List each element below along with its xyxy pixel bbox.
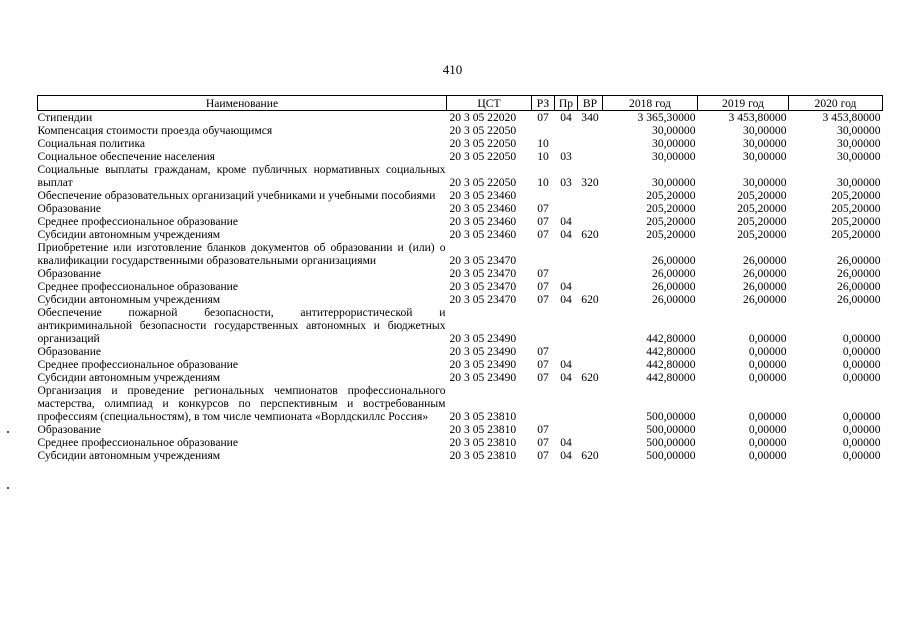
cell-y2020: 30,00000 bbox=[837, 176, 881, 189]
cell-pr: 04 bbox=[560, 280, 572, 293]
table-row bbox=[38, 423, 883, 436]
cell-y2019: 30,00000 bbox=[743, 137, 787, 150]
cell-cst: 20 3 05 23470 bbox=[449, 267, 517, 280]
cell-name: Приобретение или изготовление бланков документов об образовании и (или) о квалификации государственными образовательными организациями bbox=[37, 241, 446, 267]
cell-y2019: 0,00000 bbox=[748, 345, 787, 358]
table-row bbox=[38, 163, 883, 189]
cell-y2019: 26,00000 bbox=[743, 254, 787, 267]
cell-cst: 20 3 05 23490 bbox=[449, 358, 517, 371]
cell-rz: 07 bbox=[537, 215, 549, 228]
cell-y2020: 26,00000 bbox=[837, 254, 881, 267]
cell-pr: 04 bbox=[560, 228, 572, 241]
cell-y2020: 26,00000 bbox=[837, 293, 881, 306]
cell-name: Стипендии bbox=[37, 111, 93, 124]
cell-name: Среднее профессиональное образование bbox=[37, 280, 239, 293]
cell-cst: 20 3 05 23460 bbox=[449, 228, 517, 241]
cell-rz: 10 bbox=[537, 176, 549, 189]
cell-y2019: 0,00000 bbox=[748, 358, 787, 371]
table-row bbox=[38, 449, 883, 462]
cell-pr bbox=[555, 241, 578, 267]
cell-rz: 10 bbox=[537, 137, 549, 150]
cell-y2019: 30,00000 bbox=[743, 124, 787, 137]
cell-name: Образование bbox=[37, 267, 102, 280]
cell-rz: 07 bbox=[537, 228, 549, 241]
cell-y2018: 26,00000 bbox=[652, 280, 696, 293]
cell-vr: 620 bbox=[581, 228, 599, 241]
cell-rz: 07 bbox=[537, 267, 549, 280]
cell-rz: 07 bbox=[537, 449, 549, 462]
table-row bbox=[38, 358, 883, 371]
table-row bbox=[38, 293, 883, 306]
cell-name: Образование bbox=[37, 423, 102, 436]
cell-vr bbox=[578, 345, 603, 358]
table-row bbox=[38, 306, 883, 345]
cell-pr bbox=[555, 384, 578, 423]
cell-y2019: 0,00000 bbox=[748, 436, 787, 449]
cell-name: Социальные выплаты гражданам, кроме публичных нормативных социальных выплат bbox=[37, 163, 446, 189]
cell-pr: 03 bbox=[560, 150, 572, 163]
cell-rz: 07 bbox=[537, 423, 549, 436]
table-row bbox=[38, 371, 883, 384]
cell-name: Образование bbox=[37, 345, 102, 358]
cell-vr bbox=[578, 137, 603, 150]
cell-y2020: 0,00000 bbox=[842, 449, 881, 462]
cell-cst: 20 3 05 23490 bbox=[449, 371, 517, 384]
cell-name: Субсидии автономным учреждениям bbox=[37, 449, 221, 462]
cell-rz: 10 bbox=[537, 150, 549, 163]
cell-y2018: 500,00000 bbox=[646, 449, 696, 462]
cell-cst: 20 3 05 23470 bbox=[449, 254, 517, 267]
cell-vr bbox=[578, 215, 603, 228]
cell-y2019: 0,00000 bbox=[748, 371, 787, 384]
cell-y2020: 30,00000 bbox=[837, 124, 881, 137]
cell-vr bbox=[578, 384, 603, 423]
cell-y2018: 205,20000 bbox=[646, 228, 696, 241]
cell-y2018: 30,00000 bbox=[652, 150, 696, 163]
cell-vr: 340 bbox=[581, 111, 599, 124]
cell-y2019: 0,00000 bbox=[748, 410, 787, 423]
cell-y2018: 30,00000 bbox=[652, 124, 696, 137]
scan-mark bbox=[7, 431, 9, 433]
cell-vr: 320 bbox=[581, 176, 599, 189]
cell-y2020: 30,00000 bbox=[837, 150, 881, 163]
cell-cst: 20 3 05 22050 bbox=[449, 176, 517, 189]
cell-y2018: 205,20000 bbox=[646, 215, 696, 228]
cell-cst: 20 3 05 23810 bbox=[449, 423, 517, 436]
cell-y2018: 500,00000 bbox=[646, 410, 696, 423]
cell-cst: 20 3 05 22050 bbox=[449, 124, 517, 137]
cell-y2018: 442,80000 bbox=[646, 358, 696, 371]
cell-rz bbox=[532, 241, 555, 267]
cell-y2019: 205,20000 bbox=[737, 228, 787, 241]
cell-vr bbox=[578, 267, 603, 280]
cell-vr bbox=[578, 124, 603, 137]
cell-cst: 20 3 05 23490 bbox=[449, 345, 517, 358]
cell-name: Организация и проведение региональных чемпионатов профессионального мастерства, олимпиад и конкурсов по перспективным и востребованным профессиям (специальностям), в том числе чемпионата «Ворлдскиллс Россия» bbox=[37, 384, 446, 423]
cell-y2019: 26,00000 bbox=[743, 267, 787, 280]
table-row bbox=[38, 124, 883, 137]
header-pr: Пр bbox=[555, 96, 578, 111]
page-number: 410 bbox=[442, 62, 463, 77]
cell-cst: 20 3 05 23810 bbox=[449, 436, 517, 449]
table-row bbox=[38, 267, 883, 280]
cell-vr bbox=[578, 280, 603, 293]
cell-y2020: 26,00000 bbox=[837, 280, 881, 293]
cell-y2019: 0,00000 bbox=[748, 423, 787, 436]
cell-y2019: 0,00000 bbox=[748, 449, 787, 462]
cell-pr: 04 bbox=[560, 293, 572, 306]
table-row bbox=[38, 241, 883, 267]
cell-y2018: 442,80000 bbox=[646, 332, 696, 345]
scan-mark bbox=[7, 487, 9, 489]
cell-y2020: 205,20000 bbox=[831, 215, 881, 228]
cell-cst: 20 3 05 23810 bbox=[449, 449, 517, 462]
table-row bbox=[38, 280, 883, 293]
cell-pr: 04 bbox=[560, 358, 572, 371]
cell-rz: 07 bbox=[537, 293, 549, 306]
table-header-row bbox=[38, 96, 883, 111]
table-row bbox=[38, 436, 883, 449]
cell-pr: 04 bbox=[560, 215, 572, 228]
cell-rz: 07 bbox=[537, 202, 549, 215]
cell-y2020: 205,20000 bbox=[831, 189, 881, 202]
cell-cst: 20 3 05 22020 bbox=[449, 111, 517, 124]
cell-y2018: 3 365,30000 bbox=[637, 111, 696, 124]
cell-pr bbox=[555, 267, 578, 280]
header-2019: 2019 год bbox=[698, 96, 789, 111]
cell-y2020: 0,00000 bbox=[842, 423, 881, 436]
cell-vr bbox=[578, 358, 603, 371]
cell-y2019: 26,00000 bbox=[743, 293, 787, 306]
table-row bbox=[38, 345, 883, 358]
cell-cst: 20 3 05 23810 bbox=[449, 410, 517, 423]
cell-pr: 04 bbox=[560, 371, 572, 384]
cell-y2020: 0,00000 bbox=[842, 332, 881, 345]
cell-y2018: 205,20000 bbox=[646, 202, 696, 215]
table-row bbox=[38, 384, 883, 423]
cell-name: Субсидии автономным учреждениям bbox=[37, 371, 221, 384]
cell-cst: 20 3 05 22050 bbox=[449, 150, 517, 163]
cell-y2018: 26,00000 bbox=[652, 267, 696, 280]
cell-rz: 07 bbox=[537, 358, 549, 371]
cell-pr bbox=[555, 423, 578, 436]
cell-name: Обеспечение образовательных организаций учебниками и учебными пособиями bbox=[37, 189, 436, 202]
cell-pr: 03 bbox=[560, 176, 572, 189]
cell-rz: 07 bbox=[537, 371, 549, 384]
cell-y2018: 26,00000 bbox=[652, 254, 696, 267]
cell-rz: 07 bbox=[537, 280, 549, 293]
cell-y2018: 30,00000 bbox=[652, 176, 696, 189]
header-vr: ВР bbox=[578, 96, 603, 111]
cell-rz bbox=[532, 189, 555, 202]
cell-cst: 20 3 05 23470 bbox=[449, 280, 517, 293]
cell-pr bbox=[555, 124, 578, 137]
table-row bbox=[38, 150, 883, 163]
cell-y2018: 500,00000 bbox=[646, 423, 696, 436]
cell-y2020: 30,00000 bbox=[837, 137, 881, 150]
cell-y2019: 26,00000 bbox=[743, 280, 787, 293]
cell-y2020: 0,00000 bbox=[842, 371, 881, 384]
cell-y2018: 205,20000 bbox=[646, 189, 696, 202]
cell-vr bbox=[578, 241, 603, 267]
table-body bbox=[38, 111, 883, 463]
cell-name: Образование bbox=[37, 202, 102, 215]
cell-y2018: 442,80000 bbox=[646, 345, 696, 358]
cell-y2018: 26,00000 bbox=[652, 293, 696, 306]
cell-name: Компенсация стоимости проезда обучающимся bbox=[37, 124, 273, 137]
cell-cst: 20 3 05 23460 bbox=[449, 215, 517, 228]
table-row bbox=[38, 189, 883, 202]
cell-cst: 20 3 05 22050 bbox=[449, 137, 517, 150]
cell-vr bbox=[578, 306, 603, 345]
cell-name: Социальная политика bbox=[37, 137, 146, 150]
table-row bbox=[38, 215, 883, 228]
cell-name: Обеспечение пожарной безопасности, антитеррористической и антикриминальной безопасности государственных автономных и бюджетных организаций bbox=[37, 306, 446, 345]
cell-vr bbox=[578, 189, 603, 202]
cell-y2019: 205,20000 bbox=[737, 215, 787, 228]
cell-pr bbox=[555, 345, 578, 358]
cell-y2019: 3 453,80000 bbox=[728, 111, 787, 124]
cell-rz bbox=[532, 306, 555, 345]
cell-rz: 07 bbox=[537, 436, 549, 449]
cell-y2018: 500,00000 bbox=[646, 436, 696, 449]
cell-y2020: 3 453,80000 bbox=[822, 111, 881, 124]
cell-y2020: 205,20000 bbox=[831, 228, 881, 241]
table-row bbox=[38, 111, 883, 125]
cell-name: Субсидии автономным учреждениям bbox=[37, 228, 221, 241]
cell-y2018: 30,00000 bbox=[652, 137, 696, 150]
cell-pr: 04 bbox=[560, 111, 572, 124]
cell-rz bbox=[532, 124, 555, 137]
cell-rz: 07 bbox=[537, 345, 549, 358]
cell-y2020: 0,00000 bbox=[842, 410, 881, 423]
cell-vr bbox=[578, 423, 603, 436]
cell-pr bbox=[555, 137, 578, 150]
cell-y2020: 26,00000 bbox=[837, 267, 881, 280]
cell-name: Социальное обеспечение населения bbox=[37, 150, 216, 163]
cell-y2019: 30,00000 bbox=[743, 176, 787, 189]
cell-y2020: 0,00000 bbox=[842, 436, 881, 449]
cell-vr: 620 bbox=[581, 371, 599, 384]
cell-y2019: 30,00000 bbox=[743, 150, 787, 163]
header-rz: РЗ bbox=[532, 96, 555, 111]
table-row bbox=[38, 137, 883, 150]
cell-vr bbox=[578, 202, 603, 215]
cell-vr: 620 bbox=[581, 449, 599, 462]
cell-vr bbox=[578, 150, 603, 163]
cell-cst: 20 3 05 23490 bbox=[449, 332, 517, 345]
header-2020: 2020 год bbox=[789, 96, 883, 111]
cell-y2020: 0,00000 bbox=[842, 358, 881, 371]
cell-cst: 20 3 05 23470 bbox=[449, 293, 517, 306]
cell-name: Субсидии автономным учреждениям bbox=[37, 293, 221, 306]
cell-y2019: 205,20000 bbox=[737, 202, 787, 215]
cell-pr bbox=[555, 189, 578, 202]
budget-table bbox=[37, 95, 883, 462]
cell-pr bbox=[555, 306, 578, 345]
cell-name: Среднее профессиональное образование bbox=[37, 215, 239, 228]
header-2018: 2018 год bbox=[603, 96, 698, 111]
cell-cst: 20 3 05 23460 bbox=[449, 189, 517, 202]
cell-name: Среднее профессиональное образование bbox=[37, 358, 239, 371]
cell-y2019: 0,00000 bbox=[748, 332, 787, 345]
cell-name: Среднее профессиональное образование bbox=[37, 436, 239, 449]
cell-y2020: 0,00000 bbox=[842, 345, 881, 358]
cell-rz: 07 bbox=[537, 111, 549, 124]
table-row bbox=[38, 202, 883, 215]
cell-vr bbox=[578, 436, 603, 449]
cell-cst: 20 3 05 23460 bbox=[449, 202, 517, 215]
cell-pr bbox=[555, 202, 578, 215]
cell-pr: 04 bbox=[560, 449, 572, 462]
header-name: Наименование bbox=[38, 96, 447, 111]
cell-rz bbox=[532, 384, 555, 423]
cell-y2018: 442,80000 bbox=[646, 371, 696, 384]
cell-pr: 04 bbox=[560, 436, 572, 449]
header-cst: ЦСТ bbox=[447, 96, 532, 111]
cell-vr: 620 bbox=[581, 293, 599, 306]
cell-y2019: 205,20000 bbox=[737, 189, 787, 202]
cell-y2020: 205,20000 bbox=[831, 202, 881, 215]
table-row bbox=[38, 228, 883, 241]
